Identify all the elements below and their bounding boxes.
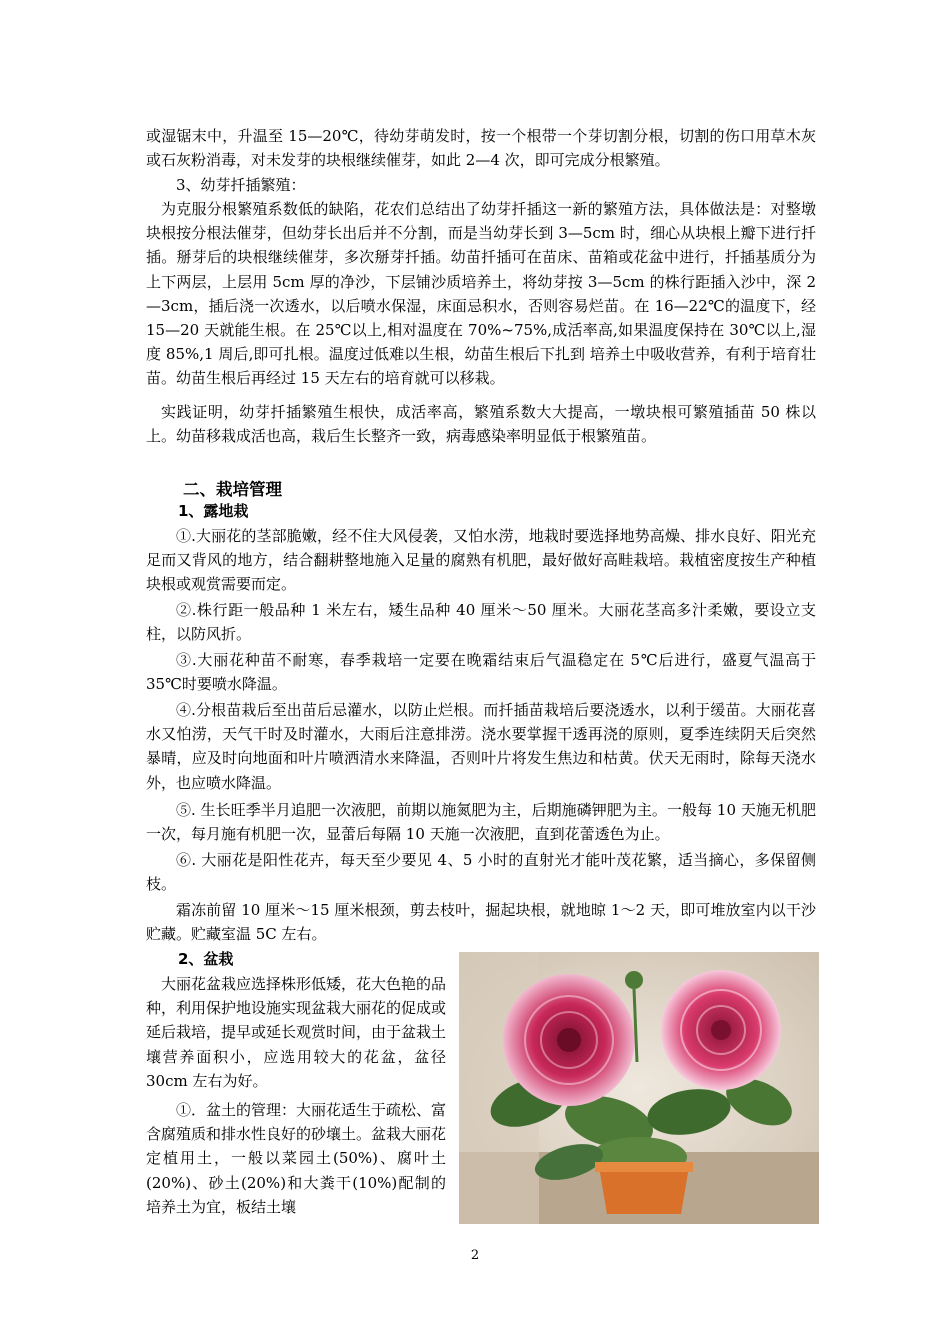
item-2: ②.株行距一般品种 1 米左右，矮生品种 40 厘米～50 厘米。大丽花茎高多汁柔嫩，要设立支柱，以防风折。 [146, 601, 816, 644]
item-1: ①.大丽花的茎部脆嫩，经不住大风侵袭，又怕水涝，地栽时要选择地势高燥、排水良好、阳光充足而又背风的地方，结合翻耕整地施入足量的腐熟有机肥，最好做好高畦栽培。栽植密度按生产种植块根或观赏需要而定。 [146, 527, 816, 594]
chapter2-heading: 二、栽培管理 [183, 480, 282, 499]
item-4: ④.分根苗栽后至出苗后忌灌水，以防止烂根。而扦插苗栽培后要浇透水，以利于缓苗。大丽花喜水又怕涝，天气干时及时灌水，大雨后注意排涝。浇水要掌握干透再浇的原则，夏季连续阴天后突然暴晴，应及时向地面和叶片喷洒清水来降温，否则叶片将发生焦边和枯黄。伏天无雨时，除每天浇水外，也应喷水降温。 [146, 701, 816, 792]
page-number: 2 [470, 1248, 480, 1263]
item-5: ⑤. 生长旺季半月追肥一次液肥，前期以施氮肥为主，后期施磷钾肥为主。一般每 10 天施无机肥一次，每月施有机肥一次，显蕾后每隔 10 天施一次液肥，直到花蕾透色为止。 [146, 801, 816, 844]
dahlia-photo [459, 952, 819, 1224]
item-6: ⑥. 大丽花是阳性花卉，每天至少要见 4、5 小时的直射光才能叶茂花繁，适当摘心，多保留侧枝。 [146, 851, 816, 894]
item-7: 霜冻前留 10 厘米～15 厘米根颈，剪去枝叶，掘起块根，就地晾 1～2 天，即可堆放室内以干沙贮藏。贮藏室温 5C 左右。 [146, 901, 816, 944]
section3-paragraph-1: 为克服分根繁殖系数低的缺陷，花农们总结出了幼芽扦插这一新的繁殖方法，具体做法是：对整墩块根按分根法催芽，但幼芽长出后并不分割，而是当幼芽长到 3—5cm 时，细心从块根上瓣下进行扦插。掰芽后的块根继续催芽，多次掰芽扦插。幼苗扦插可在苗床、苗箱或花盆中进行，扦插基质分为上下两层，上层用 5cm 厚的净沙，下层铺沙质培养土，将幼芽按 3—5cm 的株行距插入沙中，深 2—3cm，插后浇一次透水，以后喷水保湿，床面忌积水，否则容易烂苗。在 16—22℃的温度下，经 15—20 天就能生根。在 25℃以上,相对温度在 70%~75%,成活率高,如果温度保持在 30℃以上,湿度 85%,1 周后,即可扎根。温度过低难以生根，幼苗生根后下扎到 培养土中吸收营养，有利于培育壮苗。幼苗生根后再经过 15 天左右的培育就可以移栽。 [146, 200, 816, 388]
intro-paragraph: 或湿锯末中，升温至 15—20℃，待幼芽萌发时，按一个根带一个芽切割分根，切割的伤口用草木灰或石灰粉消毒，对未发芽的块根继续催芽，如此 2—4 次，即可完成分根繁殖。 [146, 127, 816, 170]
subsection2-heading: 2、盆栽 [178, 950, 234, 968]
item-3: ③.大丽花种苗不耐寒，春季栽培一定要在晚霜结束后气温稳定在 5℃后进行，盛夏气温高于 35℃时要喷水降温。 [146, 651, 816, 694]
section3-paragraph-2: 实践证明，幼芽扦插繁殖生根快，成活率高，繁殖系数大大提高，一墩块根可繁殖插苗 50 株以上。幼苗移栽成活也高，栽后生长整齐一致，病毒感染率明显低于根繁殖苗。 [146, 403, 816, 446]
pot-paragraph-2: ①．盆土的管理：大丽花适生于疏松、富含腐殖质和排水性良好的砂壤土。盆栽大丽花定植用土，一般以菜园土(50%)、腐叶土(20%)、砂土(20%)和大粪干(10%)配制的培养土为宜，板结土壤 [146, 1101, 447, 1216]
pot-paragraph-1: 大丽花盆栽应选择株形低矮，花大色艳的品种，利用保护地设施实现盆栽大丽花的促成或延后栽培，提早或延长观赏时间，由于盆栽土壤营养面积小，应选用较大的花盆，盆径 30cm 左右为好。 [146, 975, 447, 1090]
subsection1-heading: 1、露地栽 [178, 502, 249, 520]
section3-heading: 3、幼芽扦插繁殖： [176, 176, 306, 194]
